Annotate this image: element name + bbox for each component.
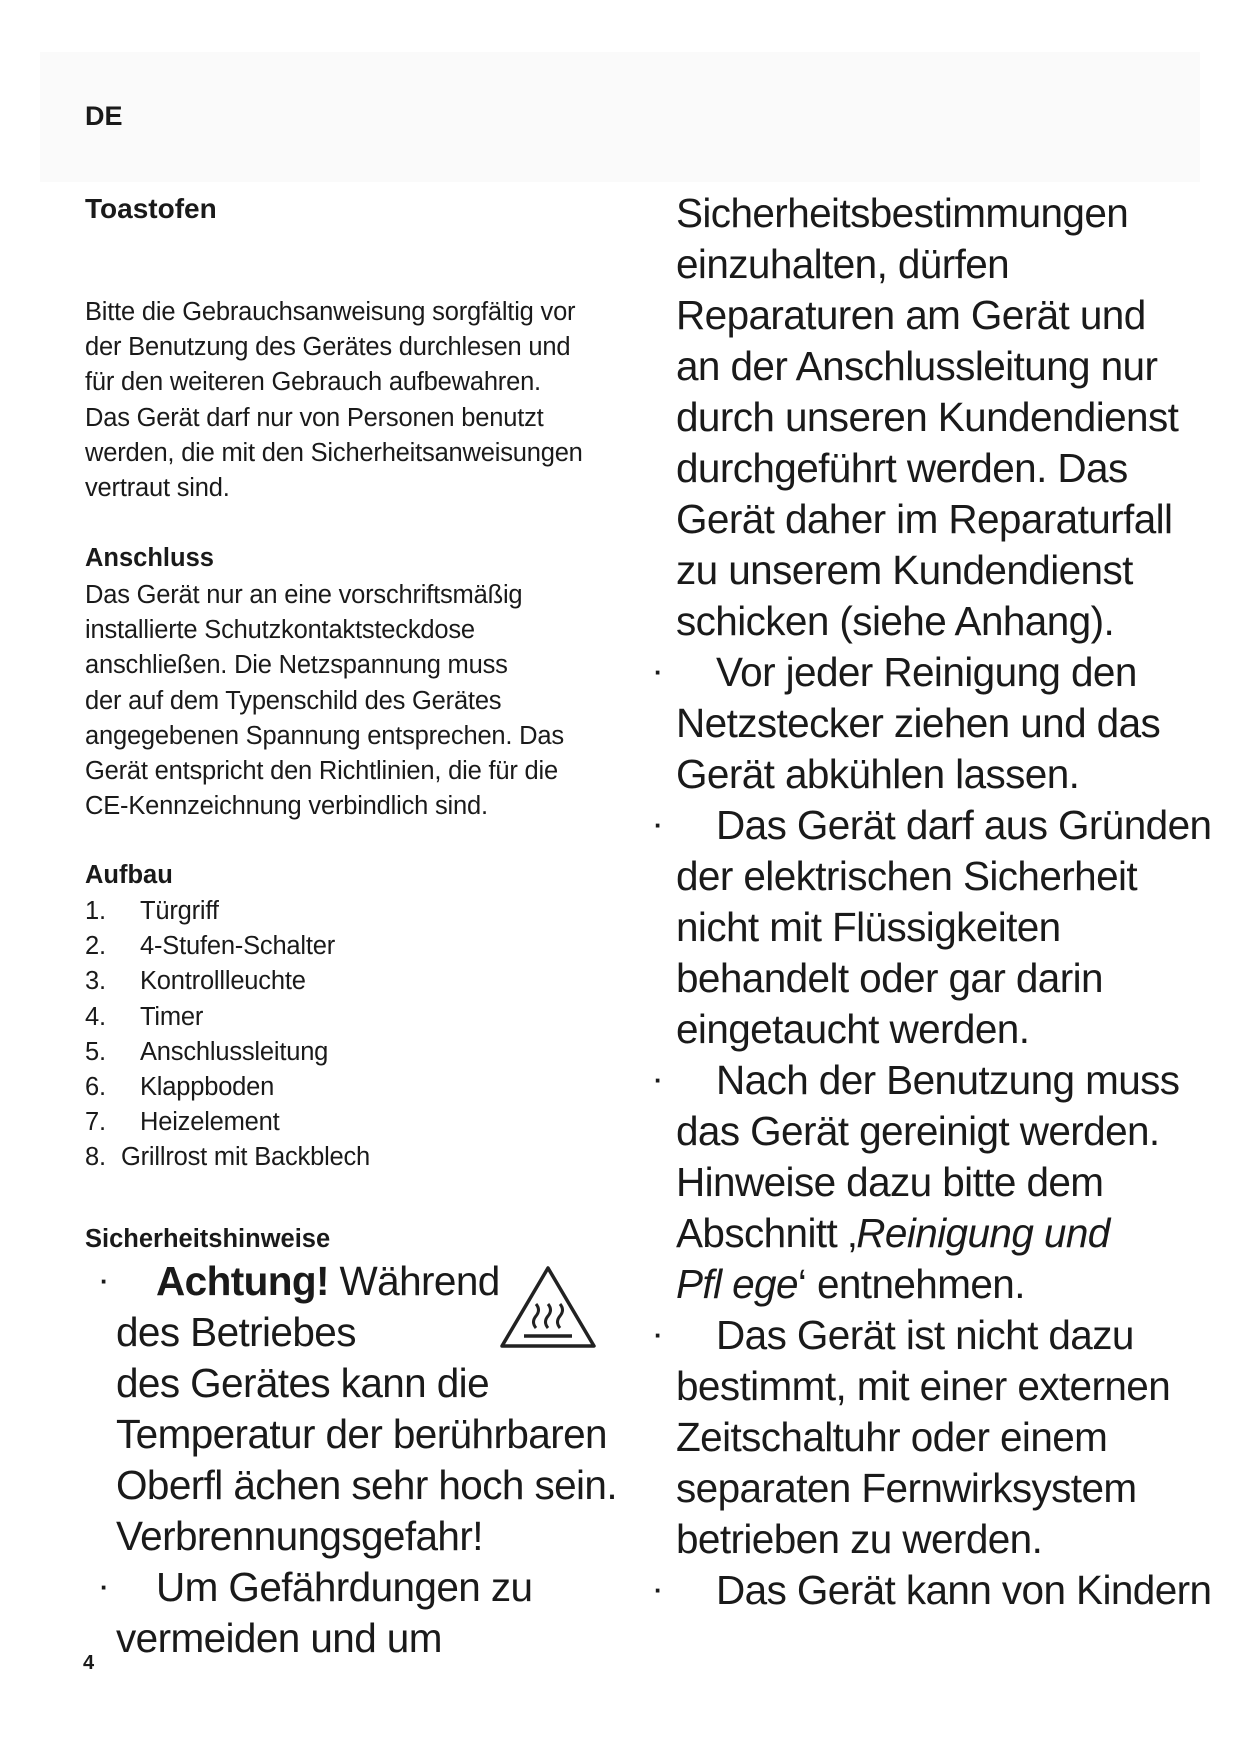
note-line: Sicherheitsbestimmungen xyxy=(676,190,1129,236)
note-line: Temperatur der berührbaren xyxy=(116,1411,607,1457)
note-text: Um Gefährdungen zu xyxy=(156,1564,533,1610)
item-label: Kontrollleuchte xyxy=(140,967,306,996)
header-band xyxy=(40,52,1200,182)
bullet: · xyxy=(654,1575,663,1605)
note-text: Das Gerät darf aus Gründen xyxy=(716,802,1212,848)
safety-note-fluessigkeiten xyxy=(654,800,1212,851)
intro-line: werden, die mit den Sicherheitsanweisungen xyxy=(85,438,583,467)
list-item xyxy=(85,1035,585,1070)
item-number: 3. xyxy=(85,967,106,996)
item-number: 7. xyxy=(85,1108,106,1137)
item-number: 2. xyxy=(85,932,106,961)
note-line: das Gerät gereinigt werden. xyxy=(676,1108,1160,1154)
item-label: Klappboden xyxy=(140,1072,275,1101)
note-line: durch unseren Kundendienst xyxy=(676,394,1179,440)
safety-notes-left xyxy=(100,1256,676,1664)
note-line: schicken (siehe Anhang). xyxy=(676,598,1115,644)
item-label: Timer xyxy=(140,1002,204,1031)
anschluss-line: angegebenen Spannung entsprechen. Das xyxy=(85,721,564,750)
note-line: durchgeführt werden. Das xyxy=(676,445,1128,491)
anschluss-line: installierte Schutzkontaktsteckdose xyxy=(85,616,475,645)
intro-line: der Benutzung des Gerätes durchlesen und xyxy=(85,333,571,362)
list-item xyxy=(85,1070,585,1105)
note-line: nicht mit Flüssigkeiten xyxy=(676,904,1061,950)
note-line: betrieben zu werden. xyxy=(676,1516,1043,1562)
page-title: Toastofen xyxy=(85,193,217,224)
anschluss-line: der auf dem Typenschild des Gerätes xyxy=(85,686,502,715)
bullet: · xyxy=(654,810,663,840)
item-number: 1. xyxy=(85,897,106,925)
item-number: 5. xyxy=(85,1037,106,1066)
note-text: ‘ entnehmen. xyxy=(797,1261,1025,1307)
bullet: · xyxy=(654,1065,663,1095)
item-number: 4. xyxy=(85,1002,106,1031)
sicherheit-heading: Sicherheitshinweise xyxy=(85,1225,331,1253)
note-line: Gerät daher im Reparaturfall xyxy=(676,496,1173,542)
safety-note-kinder xyxy=(654,1565,1212,1616)
list-item xyxy=(85,929,585,964)
note-line: Oberfl ächen sehr hoch sein. xyxy=(116,1462,617,1508)
item-label: Türgriff xyxy=(140,897,219,925)
anschluss-paragraph xyxy=(85,578,625,824)
note-text: Während xyxy=(328,1258,500,1304)
note-line: vermeiden und um xyxy=(116,1615,442,1661)
language-code: DE xyxy=(85,101,123,131)
section-reference: Pfl ege xyxy=(676,1261,798,1307)
intro-line: Das Gerät darf nur von Personen benutzt xyxy=(85,403,544,432)
note-line: Verbrennungsgefahr! xyxy=(116,1513,483,1559)
list-item xyxy=(85,1140,585,1175)
note-line: an der Anschlussleitung nur xyxy=(676,343,1158,389)
note-line: Reparaturen am Gerät und xyxy=(676,292,1146,338)
note-line: separaten Fernwirksystem xyxy=(676,1465,1137,1511)
anschluss-line: Das Gerät nur an eine vorschriftsmäßig xyxy=(85,581,523,609)
page-number: 4 xyxy=(83,1652,95,1674)
note-line: einzuhalten, dürfen xyxy=(676,241,1010,287)
bullet: · xyxy=(654,1320,663,1350)
anschluss-heading: Anschluss xyxy=(85,544,214,572)
item-label: 4-Stufen-Schalter xyxy=(140,932,336,961)
anschluss-line: CE-Kennzeichnung verbindlich sind. xyxy=(85,792,488,821)
note-line: behandelt oder gar darin xyxy=(676,955,1103,1001)
note-line: zu unserem Kundendienst xyxy=(676,547,1133,593)
note-line: der elektrischen Sicherheit xyxy=(676,853,1138,899)
safety-note-zeitschaltuhr xyxy=(654,1310,1196,1361)
anschluss-line: Gerät entspricht den Richtlinien, die für die xyxy=(85,757,558,786)
note-line: eingetaucht werden. xyxy=(676,1006,1030,1052)
list-item xyxy=(85,1000,585,1035)
item-number: 6. xyxy=(85,1072,106,1101)
note-text: Abschnitt ‚ xyxy=(676,1210,857,1256)
anschluss-line: anschließen. Die Netzspannung muss xyxy=(85,651,508,680)
note-line: Hinweise dazu bitte dem xyxy=(676,1159,1104,1205)
note-line: Netzstecker ziehen und das xyxy=(676,700,1161,746)
section-reference: Reinigung und xyxy=(856,1210,1110,1256)
achtung-label: Achtung! xyxy=(156,1258,329,1304)
intro-line: vertraut sind. xyxy=(85,474,230,503)
parts-list xyxy=(85,894,585,1176)
item-number: 8. xyxy=(85,1143,106,1172)
note-line: bestimmt, mit einer externen xyxy=(676,1363,1171,1409)
note-line: des Gerätes kann die xyxy=(116,1360,489,1406)
bullet: · xyxy=(654,657,663,687)
note-text: Das Gerät kann von Kindern xyxy=(716,1567,1212,1613)
intro-line: Bitte die Gebrauchsanweisung sorgfältig vor xyxy=(85,298,576,326)
bullet: · xyxy=(100,1572,109,1602)
note-text: Das Gerät ist nicht dazu xyxy=(716,1312,1134,1358)
item-label: Anschlussleitung xyxy=(140,1037,329,1066)
safety-notes-right xyxy=(654,188,1212,1616)
bullet: · xyxy=(100,1266,109,1296)
safety-note-gefaehrdungen xyxy=(100,1562,676,1613)
note-line xyxy=(676,1208,1196,1259)
list-item xyxy=(85,1105,585,1140)
note-text: Vor jeder Reinigung den xyxy=(716,649,1137,695)
intro-line: für den weiteren Gebrauch aufbewahren. xyxy=(85,368,541,397)
note-line: Zeitschaltuhr oder einem xyxy=(676,1414,1108,1460)
note-line: des Betriebes xyxy=(116,1309,356,1355)
list-item xyxy=(85,894,585,929)
note-text: Nach der Benutzung muss xyxy=(716,1057,1180,1103)
list-item xyxy=(85,964,585,999)
safety-note-reinigung xyxy=(654,647,1196,698)
item-label: Grillrost mit Backblech xyxy=(121,1143,371,1172)
item-label: Heizelement xyxy=(140,1108,280,1137)
note-line xyxy=(676,1259,1196,1310)
aufbau-heading: Aufbau xyxy=(85,861,173,889)
safety-note-achtung xyxy=(100,1256,676,1307)
note-line: Gerät abkühlen lassen. xyxy=(676,751,1080,797)
intro-paragraph xyxy=(85,295,625,506)
safety-note-benutzung xyxy=(654,1055,1196,1106)
